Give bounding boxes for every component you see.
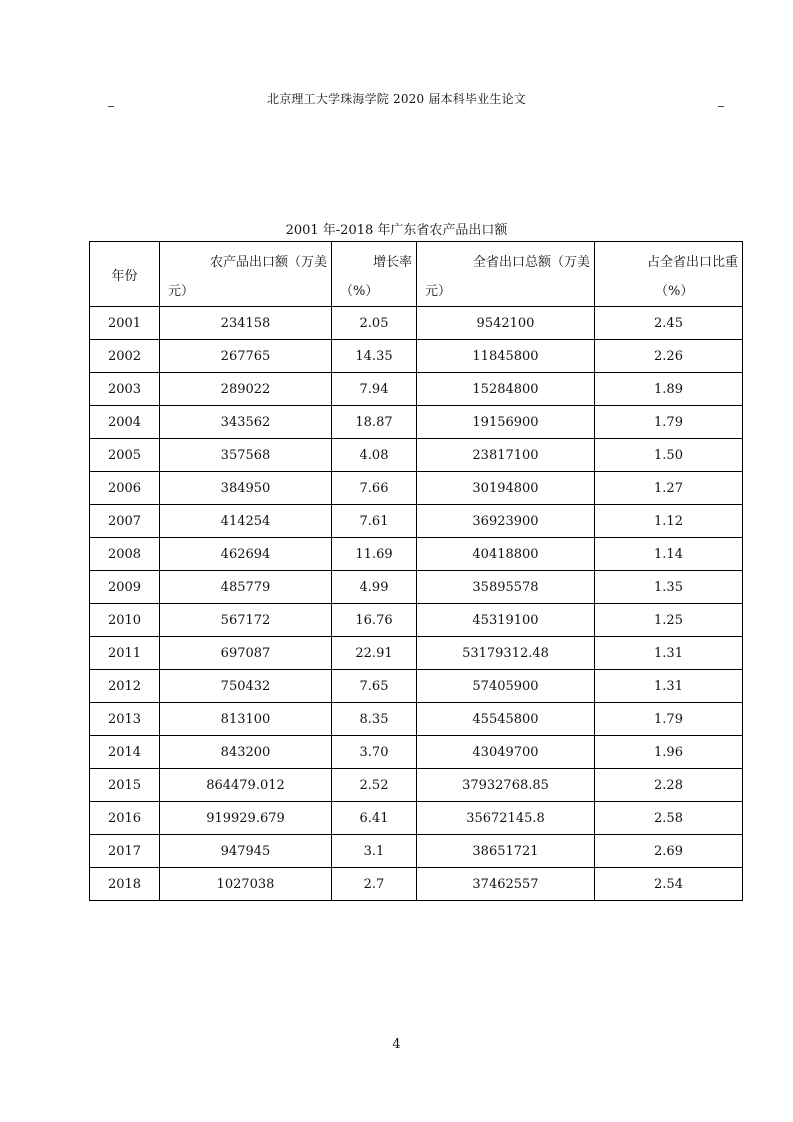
cell-year: 2016 xyxy=(90,802,160,835)
cell-share: 1.27 xyxy=(595,472,743,505)
col-header-share-line1: 占全省出口比重 xyxy=(646,255,738,270)
cell-year: 2018 xyxy=(90,868,160,901)
cell-growth: 7.65 xyxy=(332,670,417,703)
cell-share: 1.14 xyxy=(595,538,743,571)
cell-growth: 11.69 xyxy=(332,538,417,571)
table-row xyxy=(90,505,743,538)
cell-total-export: 37462557 xyxy=(417,868,595,901)
cell-agri-export: 843200 xyxy=(160,736,332,769)
cell-agri-export: 343562 xyxy=(160,406,332,439)
cell-share: 1.31 xyxy=(595,670,743,703)
table-row xyxy=(90,439,743,472)
cell-total-export: 45319100 xyxy=(417,604,595,637)
cell-share: 1.79 xyxy=(595,703,743,736)
cell-total-export: 37932768.85 xyxy=(417,769,595,802)
cell-year: 2003 xyxy=(90,373,160,406)
cell-agri-export: 750432 xyxy=(160,670,332,703)
cell-agri-export: 289022 xyxy=(160,373,332,406)
cell-agri-export: 567172 xyxy=(160,604,332,637)
cell-growth: 2.52 xyxy=(332,769,417,802)
cell-year: 2011 xyxy=(90,637,160,670)
table-row xyxy=(90,703,743,736)
cell-share: 2.26 xyxy=(595,340,743,373)
table-row xyxy=(90,670,743,703)
table-row xyxy=(90,538,743,571)
cell-share: 2.69 xyxy=(595,835,743,868)
cell-growth: 8.35 xyxy=(332,703,417,736)
cell-growth: 16.76 xyxy=(332,604,417,637)
col-header-share xyxy=(595,242,743,307)
col-header-total-export xyxy=(417,242,595,307)
cell-growth: 2.7 xyxy=(332,868,417,901)
cell-total-export: 57405900 xyxy=(417,670,595,703)
cell-growth: 4.99 xyxy=(332,571,417,604)
cell-growth: 14.35 xyxy=(332,340,417,373)
table-row xyxy=(90,307,743,340)
cell-agri-export: 384950 xyxy=(160,472,332,505)
col-header-year-label: 年份 xyxy=(111,268,138,284)
cell-share: 1.35 xyxy=(595,571,743,604)
cell-growth: 3.70 xyxy=(332,736,417,769)
table-body xyxy=(90,307,743,901)
cell-share: 1.96 xyxy=(595,736,743,769)
col-header-share-line2: （%） xyxy=(655,284,694,299)
cell-total-export: 35672145.8 xyxy=(417,802,595,835)
table-row xyxy=(90,835,743,868)
col-header-total-export-line2: 元） xyxy=(425,284,452,299)
cell-year: 2008 xyxy=(90,538,160,571)
cell-year: 2013 xyxy=(90,703,160,736)
cell-growth: 4.08 xyxy=(332,439,417,472)
cell-share: 1.50 xyxy=(595,439,743,472)
page-number: 4 xyxy=(392,1037,401,1052)
cell-year: 2007 xyxy=(90,505,160,538)
cell-agri-export: 357568 xyxy=(160,439,332,472)
cell-agri-export: 267765 xyxy=(160,340,332,373)
cell-share: 2.45 xyxy=(595,307,743,340)
table-row xyxy=(90,373,743,406)
cell-share: 1.31 xyxy=(595,637,743,670)
col-header-total-export-line1: 全省出口总额（万美 xyxy=(472,255,590,270)
cell-growth: 7.66 xyxy=(332,472,417,505)
cell-year: 2014 xyxy=(90,736,160,769)
col-header-year xyxy=(90,242,160,307)
cell-agri-export: 234158 xyxy=(160,307,332,340)
col-header-agri-export xyxy=(160,242,332,307)
cell-total-export: 40418800 xyxy=(417,538,595,571)
cell-total-export: 9542100 xyxy=(417,307,595,340)
cell-growth: 18.87 xyxy=(332,406,417,439)
col-header-growth-line2: （%） xyxy=(340,284,379,299)
table-row xyxy=(90,340,743,373)
cell-growth: 2.05 xyxy=(332,307,417,340)
cell-agri-export: 947945 xyxy=(160,835,332,868)
cell-share: 2.58 xyxy=(595,802,743,835)
table-row xyxy=(90,571,743,604)
cell-growth: 7.61 xyxy=(332,505,417,538)
table-row xyxy=(90,769,743,802)
cell-growth: 6.41 xyxy=(332,802,417,835)
cell-share: 1.12 xyxy=(595,505,743,538)
cell-year: 2001 xyxy=(90,307,160,340)
table-row xyxy=(90,802,743,835)
table-caption: 2001 年-2018 年广东省农产品出口额 xyxy=(285,223,508,238)
cell-year: 2009 xyxy=(90,571,160,604)
cell-year: 2012 xyxy=(90,670,160,703)
cell-year: 2017 xyxy=(90,835,160,868)
cell-agri-export: 813100 xyxy=(160,703,332,736)
cell-growth: 3.1 xyxy=(332,835,417,868)
cell-total-export: 36923900 xyxy=(417,505,595,538)
table-row xyxy=(90,637,743,670)
cell-year: 2002 xyxy=(90,340,160,373)
table-row xyxy=(90,868,743,901)
cell-total-export: 35895578 xyxy=(417,571,595,604)
cell-total-export: 15284800 xyxy=(417,373,595,406)
table-row xyxy=(90,472,743,505)
cell-share: 1.25 xyxy=(595,604,743,637)
col-header-agri-export-line1: 农产品出口额（万美 xyxy=(209,255,327,270)
cell-total-export: 11845800 xyxy=(417,340,595,373)
cell-share: 2.54 xyxy=(595,868,743,901)
table-row xyxy=(90,736,743,769)
cell-agri-export: 919929.679 xyxy=(160,802,332,835)
header-rule-left xyxy=(108,106,114,107)
cell-total-export: 23817100 xyxy=(417,439,595,472)
table-header-row xyxy=(90,242,743,307)
cell-year: 2015 xyxy=(90,769,160,802)
cell-total-export: 30194800 xyxy=(417,472,595,505)
cell-total-export: 43049700 xyxy=(417,736,595,769)
cell-total-export: 19156900 xyxy=(417,406,595,439)
col-header-agri-export-line2: 元） xyxy=(168,284,195,299)
cell-growth: 22.91 xyxy=(332,637,417,670)
cell-year: 2010 xyxy=(90,604,160,637)
col-header-growth-line1: 增长率 xyxy=(372,255,412,270)
cell-agri-export: 1027038 xyxy=(160,868,332,901)
cell-year: 2005 xyxy=(90,439,160,472)
table-row xyxy=(90,406,743,439)
cell-year: 2006 xyxy=(90,472,160,505)
cell-year: 2004 xyxy=(90,406,160,439)
header-rule-right xyxy=(718,106,724,107)
cell-growth: 7.94 xyxy=(332,373,417,406)
cell-total-export: 45545800 xyxy=(417,703,595,736)
cell-agri-export: 414254 xyxy=(160,505,332,538)
table-row xyxy=(90,604,743,637)
page-header: 北京理工大学珠海学院 2020 届本科毕业生论文 xyxy=(267,92,526,106)
cell-agri-export: 864479.012 xyxy=(160,769,332,802)
cell-share: 1.89 xyxy=(595,373,743,406)
export-table xyxy=(89,241,743,901)
cell-total-export: 38651721 xyxy=(417,835,595,868)
cell-agri-export: 485779 xyxy=(160,571,332,604)
cell-agri-export: 462694 xyxy=(160,538,332,571)
cell-share: 1.79 xyxy=(595,406,743,439)
cell-share: 2.28 xyxy=(595,769,743,802)
cell-agri-export: 697087 xyxy=(160,637,332,670)
col-header-growth xyxy=(332,242,417,307)
cell-total-export: 53179312.48 xyxy=(417,637,595,670)
